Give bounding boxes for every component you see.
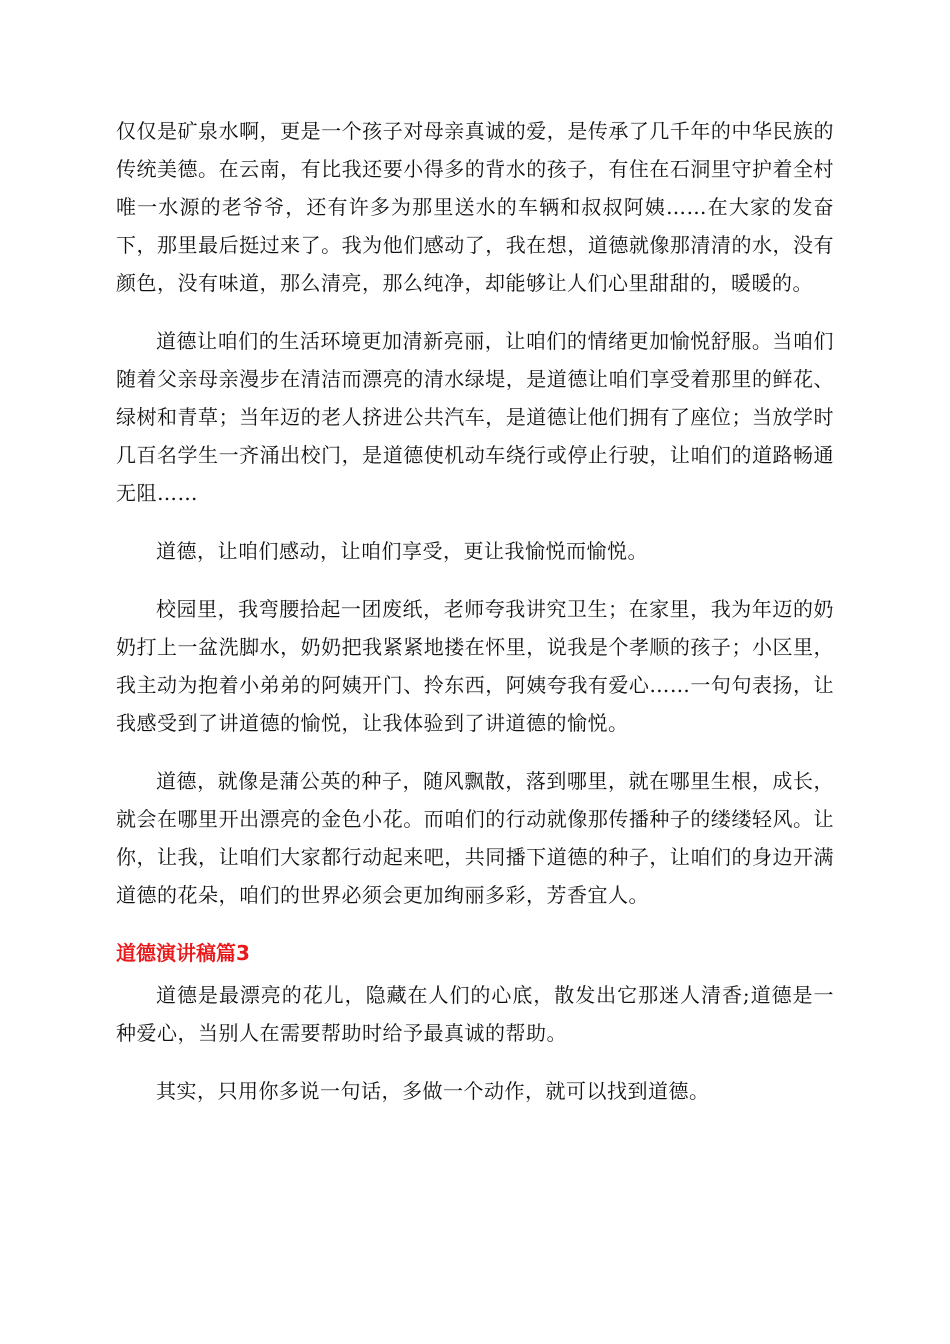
paragraph-water-story: 仅仅是矿泉水啊，更是一个孩子对母亲真诚的爱，是传承了几千年的中华民族的传统美德。在云南，有比我还要小得多的背水的孩子，有住在石洞里守护着全村唯一水源的老爷爷，还有许多为那里送水的车辆和叔叔阿姨……在大家的发奋下，那里最后挺过来了。我为他们感动了，我在想，道德就像那清清的水，没有颜色，没有味道，那么清亮，那么纯净，却能够让人们心里甜甜的，暖暖的。 [116,119,834,295]
paragraph-dandelion: 道德，就像是蒲公英的种子，随风飘散，落到哪里，就在哪里生根，成长，就会在哪里开出漂亮的金色小花。而咱们的行动就像那传播种子的缕缕轻风。让你，让我，让咱们大家都行动起来吧，共同播下道德的种子，让咱们的身边开满道德的花朵，咱们的世界必须会更加绚丽多彩，芳香宜人。 [116,769,834,907]
paragraph-flower: 道德是最漂亮的花儿，隐藏在人们的心底，散发出它那迷人清香;道德是一种爱心，当别人在需要帮助时给予最真诚的帮助。 [116,983,834,1045]
paragraph-praise: 校园里，我弯腰拾起一团废纸，老师夸我讲究卫生；在家里，我为年迈的奶奶打上一盆洗脚水，奶奶把我紧紧地搂在怀里，说我是个孝顺的孩子；小区里，我主动为抱着小弟弟的阿姨开门、拎东西，阿姨夸我有爱心……一句句表扬，让我感受到了讲道德的愉悦，让我体验到了讲道德的愉悦。 [116,597,834,735]
document-page [116,112,834,1130]
section-heading: 道德演讲稿篇3 [116,941,250,965]
paragraph-environment: 道德让咱们的生活环境更加清新亮丽，让咱们的情绪更加愉悦舒服。当咱们随着父亲母亲漫步在清洁而漂亮的清水绿堤，是道德让咱们享受着那里的鲜花、绿树和青草；当年迈的老人挤进公共汽车，是道德让他们拥有了座位；当放学时几百名学生一齐涌出校门，是道德使机动车绕行或停止行驶，让咱们的道路畅通无阻…… [116,329,834,505]
paragraph-conclusion: 其实，只用你多说一句话，多做一个动作，就可以找到道德。 [156,1079,710,1103]
paragraph-moved: 道德，让咱们感动，让咱们享受，更让我愉悦而愉悦。 [156,539,648,563]
